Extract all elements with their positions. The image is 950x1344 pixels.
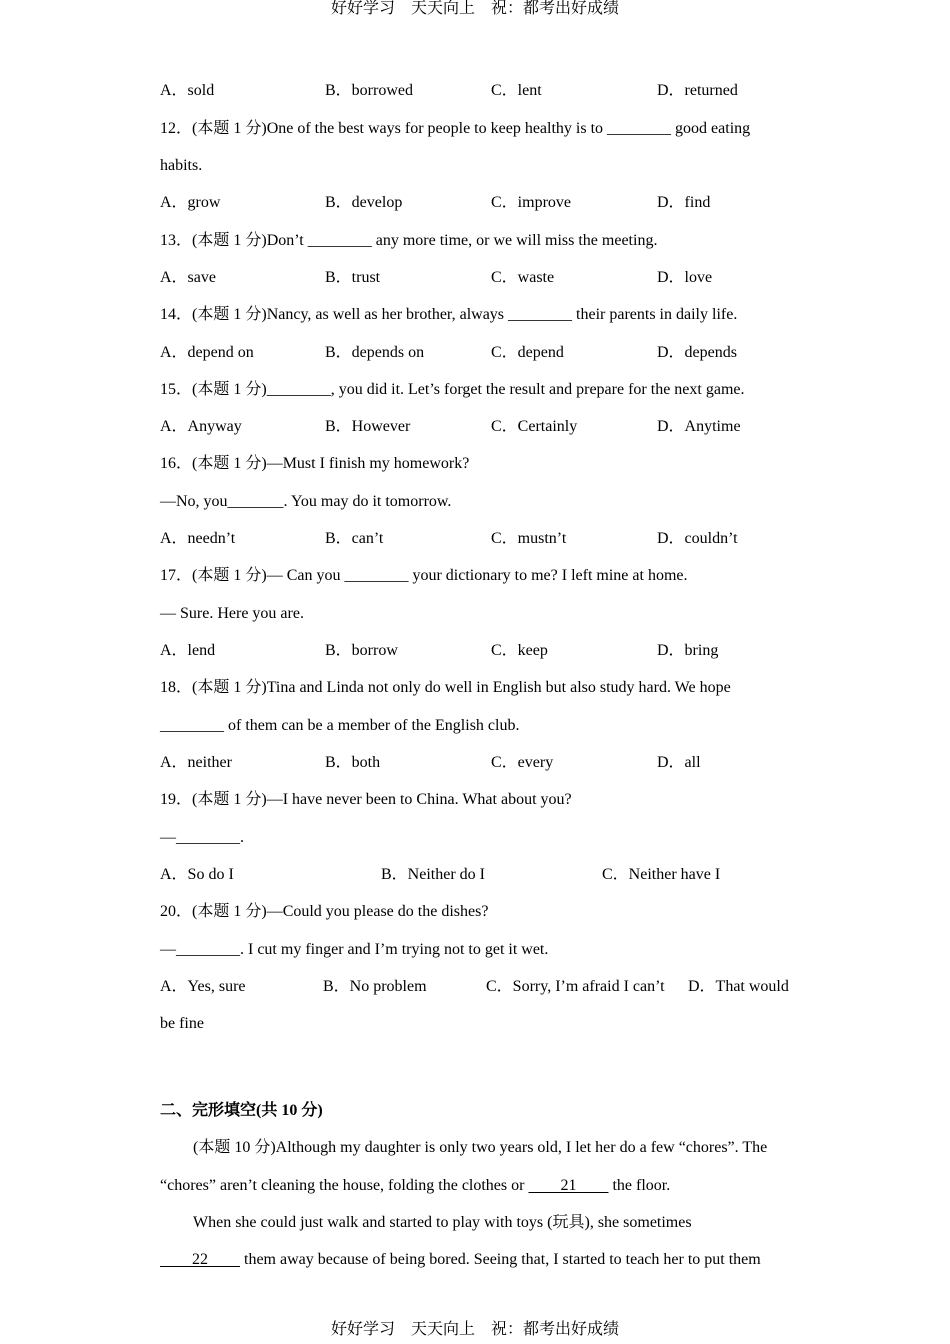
q20-options [160,968,796,1043]
section-heading-cloze: 二、完形填空(共 10 分) [160,1102,323,1120]
q16-option-a: A．needn’t [160,530,236,548]
q16-stem-line-2 [160,483,800,520]
q13-option-a: A．save [160,268,216,286]
q19-number: 19． [160,791,193,809]
q12-options [160,184,800,221]
q16-option-c: C．mustn’t [491,530,567,548]
q14-options [160,334,800,371]
q11-option-d: D．returned [657,82,738,100]
q17-score: (本题 1 分) [192,567,267,585]
q16-option-b: B．can’t [325,530,384,548]
page-header: 好好学习 天天向上 祝：都考出好成绩 [330,0,619,17]
q19-option-b: B．Neither do I [381,865,485,883]
q11-option-c: C．lent [491,82,542,100]
q11-option-b: B．borrowed [325,82,413,100]
q13-stem-line-1 [160,222,800,259]
q16-stem-line-1 [160,445,800,482]
q12-stem-text: One of the best ways for people to keep healthy is to ________ good eating [266,119,751,137]
q20-stem-line-2 [160,931,800,968]
page-footer: 好好学习 天天向上 祝：都考出好成绩 [330,1321,619,1338]
q20-stem-text: —Could you please do the dishes? [266,903,489,921]
q17-options [160,632,800,669]
blank-22: 22 [192,1251,208,1269]
q14-stem-text: Nancy, as well as her brother, always ________ their parents in daily life. [266,306,738,324]
q18-number: 18． [160,679,193,697]
cloze-p1-line-1 [160,1129,800,1166]
q20-option-b: B．No problem [323,977,427,995]
q12-number: 12． [160,119,193,137]
q17-stem-line-2 [160,595,800,632]
q20-option-c: C．Sorry, I’m afraid I can’t [486,977,665,995]
cloze-score: (本题 10 分) [193,1139,276,1157]
q20-option-d: D．That would be fine [160,977,789,1033]
q18-options [160,744,800,781]
q19-stem-text-2: —________. [160,828,244,846]
q13-score: (本题 1 分) [192,231,267,249]
q12-stem-line-2 [160,147,800,184]
q12-stem-line-1 [160,110,800,147]
q13-option-d: D．love [657,268,713,286]
q15-score: (本题 1 分) [192,380,267,398]
q13-options [160,259,800,296]
q20-option-a: A．Yes, sure [160,977,246,995]
cloze-p1-text-3: the floor. [608,1176,671,1194]
cloze-p2-line-1 [160,1204,800,1241]
q11-options [160,72,800,109]
q15-stem-line-1 [160,371,800,408]
q17-option-b: B．borrow [325,642,398,660]
q15-option-d: D．Anytime [657,418,741,436]
q14-option-a: A．depend on [160,343,254,361]
q16-stem-text-2: —No, you_______. You may do it tomorrow. [160,492,452,510]
q17-option-a: A．lend [160,642,216,660]
q12-option-c: C．improve [491,194,571,212]
q17-option-d: D．bring [657,642,719,660]
q19-stem-line-1 [160,781,800,818]
q15-option-b: B．However [325,418,411,436]
q20-number: 20． [160,903,193,921]
blank-21: 21 [560,1176,577,1194]
q19-options [160,856,800,893]
q15-stem-text: ________, you did it. Let’s forget the result and prepare for the next game. [266,380,745,398]
q12-stem-text-2: habits. [160,156,203,174]
q11-option-a: A．sold [160,82,215,100]
q15-option-a: A．Anyway [160,418,242,436]
q19-option-a: A．So do I [160,865,234,883]
q16-option-d: D．couldn’t [657,530,738,548]
cloze-p2-text-2: them away because of being bored. Seeing that, I started to teach her to put them [240,1251,761,1269]
q12-option-a: A．grow [160,194,221,212]
q14-stem-line-1 [160,296,800,333]
cloze-p1-text-2: “chores” aren’t cleaning the house, folding the clothes or [160,1176,529,1194]
q18-option-d: D．all [657,753,701,771]
q18-stem-text-2: ________ of them can be a member of the English club. [160,716,520,734]
q15-number: 15． [160,380,193,398]
q19-option-c: C．Neither have I [602,865,721,883]
q16-number: 16． [160,455,193,473]
q20-stem-line-1 [160,893,800,930]
q14-option-b: B．depends on [325,343,425,361]
q16-score: (本题 1 分) [192,455,267,473]
q17-option-c: C．keep [491,642,548,660]
q18-option-c: C．every [491,753,554,771]
q19-stem-line-2 [160,819,800,856]
q18-stem-line-2 [160,707,800,744]
q14-number: 14． [160,306,193,324]
page-content [160,72,800,1278]
q14-option-d: D．depends [657,343,737,361]
q13-option-c: C．waste [491,268,555,286]
q13-number: 13． [160,231,193,249]
q14-score: (本题 1 分) [192,306,267,324]
q13-stem-text: Don’t ________ any more time, or we will miss the meeting. [266,231,658,249]
q16-options [160,520,800,557]
q17-stem-line-1 [160,557,800,594]
q19-score: (本题 1 分) [192,791,267,809]
q18-option-b: B．both [325,753,381,771]
q18-stem-text: Tina and Linda not only do well in English but also study hard. We hope [266,679,731,697]
q15-option-c: C．Certainly [491,418,578,436]
q17-stem-text: — Can you ________ your dictionary to me? I left mine at home. [266,567,688,585]
q15-options [160,408,800,445]
cloze-p1-line-2 [160,1167,800,1204]
q16-stem-text: —Must I finish my homework? [266,455,470,473]
q17-number: 17． [160,567,193,585]
q20-stem-text-2: —________. I cut my finger and I’m trying not to get it wet. [160,940,549,958]
q14-option-c: C．depend [491,343,564,361]
q18-option-a: A．neither [160,753,232,771]
q18-stem-line-1 [160,669,800,706]
cloze-p2-line-2 [160,1241,800,1278]
cloze-p2-text-1: When she could just walk and started to play with toys (玩具), she sometimes [193,1214,692,1232]
q18-score: (本题 1 分) [192,679,267,697]
q20-score: (本题 1 分) [192,903,267,921]
cloze-p1-text-1: Although my daughter is only two years old, I let her do a few “chores”. The [275,1139,768,1157]
q12-option-d: D．find [657,194,711,212]
q17-stem-text-2: — Sure. Here you are. [160,604,304,622]
q19-stem-text: —I have never been to China. What about you? [266,791,572,809]
q12-score: (本题 1 分) [192,119,267,137]
q12-option-b: B．develop [325,194,403,212]
q13-option-b: B．trust [325,268,381,286]
